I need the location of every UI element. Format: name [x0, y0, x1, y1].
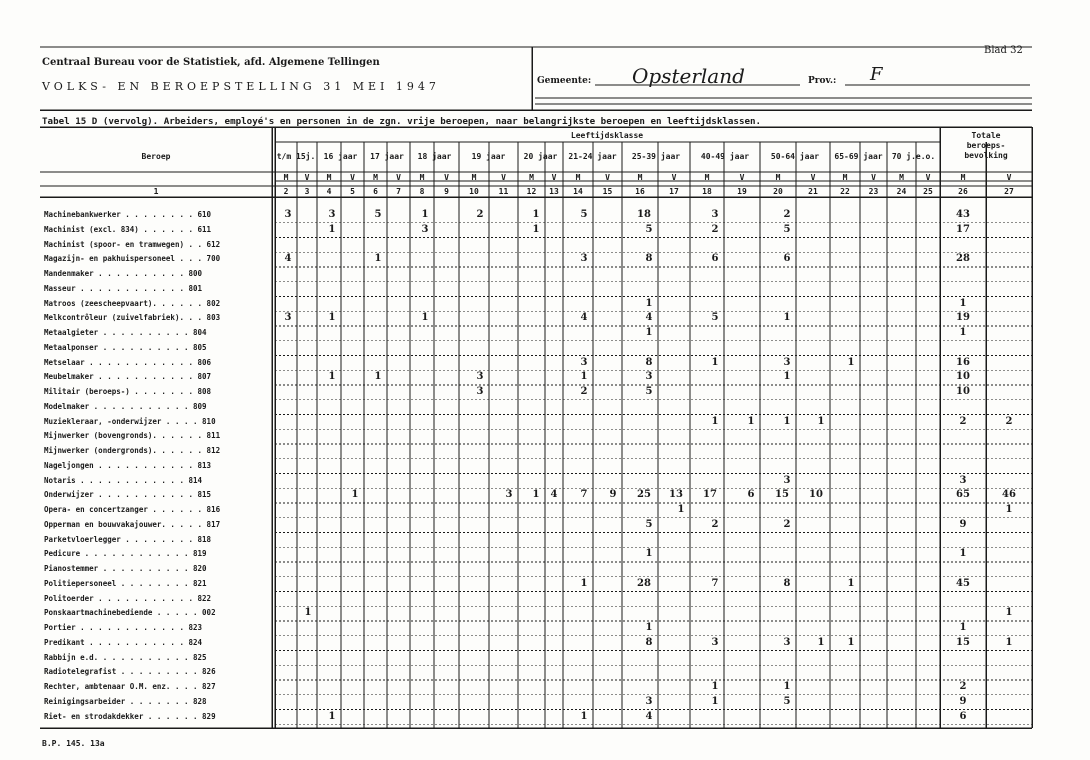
cell-value: 1 [580, 710, 588, 722]
cell-value: 6 [783, 253, 791, 265]
cell-value: 3 [284, 312, 292, 324]
prov-value: F [870, 64, 883, 85]
cell-value: 3 [711, 636, 719, 648]
cell-value: 1 [783, 415, 791, 427]
cell-value: 5 [580, 209, 588, 220]
cell-value: 19 [956, 312, 970, 324]
col-number-3: 3 [304, 187, 310, 196]
col-number-20: 20 [773, 187, 783, 196]
prov-label: Prov.: [808, 76, 837, 86]
totale-header-3: bevolking [964, 151, 1008, 160]
row-label: Pedicure . . . . . . . . . . . . 819 [44, 549, 207, 559]
cell-value: 3 [421, 223, 429, 235]
cell-value: 1 [847, 356, 855, 368]
row-label: Notaris . . . . . . . . . . . . 814 [44, 475, 203, 485]
cell-value: 1 [817, 415, 825, 427]
sex-label-15: V [671, 173, 677, 182]
row-label: Masseur . . . . . . . . . . . . 801 [44, 283, 203, 293]
age-group-10: 65-69 jaar [834, 152, 883, 161]
cell-value: 4 [550, 489, 558, 501]
cell-value: 1 [677, 504, 685, 515]
cell-value: 1 [328, 223, 336, 235]
sex-label-22: M [899, 173, 904, 182]
cell-value: 1 [1005, 636, 1013, 648]
row-label: Melkcontrôleur (zuivelfabriek). . . 803 [44, 313, 221, 323]
row-label: Mijnwerker (ondergronds). . . . . . 812 [44, 446, 221, 455]
gemeente-value: Opsterland [632, 64, 745, 88]
col-number-16: 16 [635, 187, 645, 196]
cell-value: 1 [532, 223, 540, 235]
cell-value: 2 [580, 386, 588, 397]
cell-value: 10 [956, 386, 970, 397]
row-label: Militair (beroeps-) . . . . . . . 808 [44, 387, 212, 396]
cell-value: 46 [1002, 489, 1016, 501]
row-label: Politoerder . . . . . . . . . . . 822 [44, 593, 212, 603]
cell-value: 1 [328, 312, 336, 324]
cell-value: 3 [328, 209, 336, 220]
row-label: Riet- en strodakdekker . . . . . . 829 [44, 711, 216, 721]
cell-value: 1 [959, 548, 967, 560]
cell-value: 1 [580, 577, 588, 589]
row-label: Nageljongen . . . . . . . . . . . 813 [44, 460, 212, 470]
sex-label-25: V [1006, 173, 1012, 182]
row-label: Meubelmaker . . . . . . . . . . . 807 [44, 372, 212, 382]
col-number-25: 25 [923, 187, 933, 196]
cell-value: 4 [645, 312, 653, 324]
sex-label-3: V [350, 173, 355, 182]
col-number-21: 21 [808, 187, 818, 196]
sex-label-9: V [501, 173, 506, 182]
form-code: B.P. 145. 13a [42, 739, 105, 748]
cell-value: 1 [645, 548, 653, 560]
blad-number: Blad 32 [984, 45, 1023, 56]
sex-label-2: M [326, 173, 332, 182]
cell-value: 2 [711, 223, 719, 235]
age-group-7: 25-39 jaar [631, 152, 681, 161]
row-label: Onderwijzer . . . . . . . . . . . 815 [44, 490, 212, 500]
age-group-5: 20 jaar [523, 152, 558, 161]
cell-value: 8 [645, 356, 653, 368]
row-label: Machinist (spoor- en tramwegen) . . 612 [44, 239, 221, 249]
sex-label-10: M [529, 173, 534, 182]
cell-value: 2 [783, 209, 791, 220]
col-number-4: 4 [326, 187, 332, 196]
cell-value: 10 [809, 489, 823, 501]
row-label: Rechter, ambtenaar O.M. enz. . . . 827 [44, 682, 216, 691]
sex-label-16: M [704, 173, 710, 182]
row-label: Matroos (zeescheepvaart). . . . . . 802 [44, 298, 221, 308]
cell-value: 1 [711, 681, 719, 692]
gemeente-label: Gemeente: [537, 76, 592, 86]
cell-value: 1 [580, 371, 588, 383]
cell-value: 28 [637, 577, 651, 589]
cell-value: 1 [374, 253, 382, 265]
row-label: Metselaar . . . . . . . . . . . . 806 [44, 357, 212, 367]
cell-value: 1 [645, 327, 653, 338]
cell-value: 1 [783, 681, 791, 692]
cell-value: 9 [609, 489, 617, 501]
cell-value: 1 [959, 297, 967, 309]
col-number-8: 8 [419, 187, 425, 196]
sex-label-5: V [396, 173, 401, 182]
cell-value: 1 [328, 371, 336, 383]
col-number-18: 18 [702, 187, 712, 196]
col-number-14: 14 [573, 187, 583, 196]
cell-value: 17 [703, 489, 717, 501]
cell-value: 3 [580, 356, 588, 368]
cell-value: 10 [956, 371, 970, 383]
cell-value: 5 [645, 518, 653, 530]
cell-value: 1 [711, 695, 719, 707]
cell-value: 1 [421, 312, 429, 324]
cell-value: 25 [637, 489, 651, 501]
sex-label-12: M [575, 173, 581, 182]
col-number-10: 10 [469, 187, 479, 196]
col-number-15: 15 [602, 187, 613, 196]
age-group-11: 70 j.e.o. [891, 152, 936, 161]
cell-value: 5 [783, 695, 791, 707]
cell-value: 6 [959, 710, 967, 722]
cell-value: 45 [956, 577, 970, 589]
row-label: Predikant . . . . . . . . . . . 824 [44, 637, 203, 647]
cell-value: 15 [956, 636, 970, 648]
age-group-6: 21-24 jaar [568, 152, 617, 161]
col-number-5: 5 [350, 187, 355, 196]
cell-value: 3 [783, 474, 791, 486]
row-label: Magazijn- en pakhuispersoneel . . . 700 [44, 254, 221, 264]
age-group-8: 40-49 jaar [700, 152, 750, 161]
cell-value: 1 [817, 636, 825, 648]
cell-value: 16 [956, 356, 970, 368]
cell-value: 3 [959, 474, 967, 486]
cell-value: 65 [956, 489, 970, 501]
cell-value: 5 [783, 223, 791, 235]
cell-value: 3 [476, 371, 484, 383]
totale-header-2: beroeps- [966, 141, 1006, 150]
cell-value: 1 [532, 209, 540, 220]
cell-value: 2 [959, 681, 967, 692]
sex-label-6: M [419, 173, 425, 182]
sex-label-4: M [373, 173, 378, 182]
row-label: Politiepersoneel . . . . . . . . 821 [44, 578, 207, 588]
cell-value: 13 [669, 489, 683, 501]
cell-value: 1 [374, 371, 382, 383]
cell-value: 8 [783, 577, 791, 589]
col-number-26: 26 [958, 187, 968, 196]
sex-label-19: V [810, 173, 816, 182]
cell-value: 1 [328, 710, 336, 722]
cell-value: 4 [580, 312, 588, 324]
cell-value: 7 [711, 577, 719, 589]
col-number-17: 17 [669, 187, 679, 196]
cell-value: 3 [645, 371, 653, 383]
col-number-19: 19 [737, 187, 747, 196]
cell-value: 1 [421, 209, 429, 220]
table-caption: Tabel 15 D (vervolg). Arbeiders, employé's en personen in de zgn. vrije beroepen, naar belangrijkste beroepen en leeftijdsklassen. [42, 116, 762, 127]
cell-value: 2 [959, 415, 967, 427]
col-number-22: 22 [840, 187, 850, 196]
age-group-1: 16 jaar [323, 152, 358, 161]
cell-value: 3 [783, 356, 791, 368]
cell-value: 2 [476, 209, 484, 220]
col-number-27: 27 [1004, 187, 1014, 196]
sex-label-24: M [960, 173, 966, 182]
cell-value: 4 [645, 710, 653, 722]
sex-label-21: V [871, 173, 876, 182]
row-label: Metaalgieter . . . . . . . . . . 804 [44, 328, 207, 337]
row-label: Reinigingsarbeider . . . . . . . 828 [44, 696, 207, 706]
cell-value: 1 [847, 577, 855, 589]
col-number-12: 12 [526, 187, 537, 196]
census-title: VOLKS- EN BEROEPSTELLING 31 MEI 1947 [42, 80, 440, 93]
cell-value: 9 [959, 695, 967, 707]
cell-value: 1 [959, 327, 967, 338]
row-label: Muziekleraar, -onderwijzer . . . . 810 [44, 416, 216, 426]
col-number-9: 9 [444, 187, 449, 196]
cell-value: 1 [783, 312, 791, 324]
cell-value: 3 [645, 695, 653, 707]
cell-value: 6 [711, 253, 719, 265]
cell-value: 1 [711, 415, 719, 427]
cell-value: 5 [645, 386, 653, 397]
cell-value: 1 [532, 489, 540, 501]
row-label: Parketvloerlegger . . . . . . . . 818 [44, 534, 212, 544]
sex-label-20: M [842, 173, 848, 182]
col-number-13: 13 [549, 187, 559, 196]
col-number-11: 11 [498, 187, 509, 196]
cell-value: 2 [1005, 415, 1013, 427]
col-number-1: 1 [153, 187, 159, 196]
sex-label-18: M [775, 173, 781, 182]
cell-value: 1 [1005, 607, 1013, 619]
cell-value: 5 [374, 209, 382, 220]
age-group-4: 19 jaar [471, 152, 506, 161]
cell-value: 1 [351, 489, 359, 501]
cell-value: 1 [747, 415, 755, 427]
age-group-0: t/m 15j. [276, 152, 316, 161]
cell-value: 3 [783, 636, 791, 648]
cell-value: 18 [637, 209, 651, 220]
cell-value: 17 [956, 223, 970, 235]
cell-value: 1 [1005, 504, 1013, 515]
cell-value: 1 [645, 622, 653, 633]
cell-value: 1 [711, 356, 719, 368]
cell-value: 2 [783, 518, 791, 530]
cell-value: 8 [645, 636, 653, 648]
cell-value: 4 [284, 253, 292, 265]
cell-value: 5 [711, 312, 719, 324]
sex-label-13: V [605, 173, 610, 182]
cell-value: 15 [775, 489, 789, 501]
cell-value: 5 [645, 223, 653, 235]
age-group-2: 17 jaar [370, 152, 404, 161]
cell-value: 9 [959, 518, 967, 530]
age-group-9: 50-64 jaar [770, 152, 820, 161]
cell-value: 1 [959, 622, 967, 633]
cell-value: 3 [476, 386, 484, 397]
row-label: Portier . . . . . . . . . . . . 823 [44, 623, 203, 632]
sex-label-1: V [304, 173, 310, 182]
col-number-7: 7 [396, 187, 401, 196]
row-label: Radiotelegrafist . . . . . . . . . 826 [44, 667, 216, 677]
age-group-3: 18 jaar [417, 152, 452, 161]
row-label: Machinist (excl. 834) . . . . . . 611 [44, 224, 212, 234]
cell-value: 1 [304, 607, 312, 619]
cell-value: 43 [956, 209, 970, 220]
cell-value: 3 [284, 209, 292, 220]
sex-label-7: V [444, 173, 449, 182]
sex-label-0: M [283, 173, 289, 182]
cell-value: 3 [505, 489, 513, 501]
row-label: Pianostemmer . . . . . . . . . . 820 [44, 564, 207, 573]
sex-label-23: V [925, 173, 931, 182]
cell-value: 1 [847, 636, 855, 648]
col-number-6: 6 [373, 187, 378, 196]
row-label: Modelmaker . . . . . . . . . . . 809 [44, 401, 207, 411]
bureau-title: Centraal Bureau voor de Statistiek, afd. Algemene Tellingen [42, 57, 380, 68]
sex-label-14: M [637, 173, 643, 182]
cell-value: 3 [580, 253, 588, 265]
row-label: Opperman en bouwvakajouwer. . . . . 817 [44, 519, 221, 529]
cell-value: 7 [580, 489, 588, 501]
leeftijd-header: Leeftijdsklasse [570, 131, 644, 140]
row-label: Rabbijn e.d. . . . . . . . . . . 825 [44, 652, 207, 662]
col-number-23: 23 [868, 187, 879, 196]
row-label: Machinebankwerker . . . . . . . . 610 [44, 210, 212, 219]
col-number-2: 2 [283, 187, 289, 196]
row-label: Opera- en concertzanger . . . . . . 816 [44, 505, 221, 514]
beroep-header: Beroep [141, 152, 171, 161]
cell-value: 3 [711, 209, 719, 220]
cell-value: 8 [645, 253, 653, 265]
row-label: Mijnwerker (bovengronds). . . . . . 811 [44, 431, 221, 441]
cell-value: 1 [645, 297, 653, 309]
row-label: Ponskaartmachinebediende . . . . . 002 [44, 608, 216, 618]
sex-label-17: V [739, 173, 745, 182]
cell-value: 6 [747, 489, 755, 501]
cell-value: 28 [956, 253, 970, 265]
col-number-24: 24 [896, 187, 907, 196]
row-label: Mandenmaker . . . . . . . . . . 800 [44, 269, 203, 278]
row-label: Metaalponser . . . . . . . . . . 805 [44, 342, 207, 352]
sex-label-8: M [471, 173, 477, 182]
totale-header-1: Totale [971, 131, 1001, 140]
sex-label-11: V [551, 173, 557, 182]
cell-value: 1 [783, 371, 791, 383]
cell-value: 2 [711, 518, 719, 530]
